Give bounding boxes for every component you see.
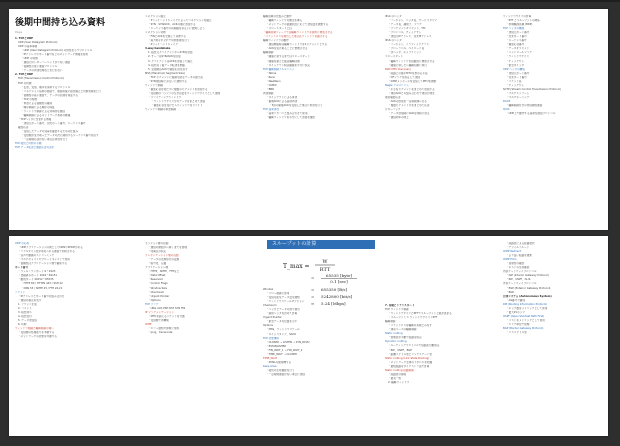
text-line: UDP (User Datagram Protocol): [18, 41, 58, 45]
text-line: ・受信側のバッファの空き容量をウィンドウサイズとして通知: [148, 91, 221, 95]
text-line: OSPF (Open Shortest Path First): [503, 314, 545, 318]
text-line: ・輻輳ウィンドウを指数的に増加させる: [388, 59, 435, 63]
formula-numerator: W: [322, 259, 328, 265]
text-line: QUIC: [503, 108, 510, 112]
text-line: ・DFフラグを設定して送信: [388, 75, 421, 79]
formula-line-3-eq: =: [311, 294, 315, 299]
text-line: 2. バインド: [18, 306, 32, 310]
text-line: 4. 接続受付: [18, 314, 32, 318]
text-line: ・確認応答を待たずに複数のセグメントを送信する: [148, 87, 208, 91]
text-line: ・送信元ポート番号: [506, 31, 530, 35]
text-line: ・送信元ポート番号: [506, 71, 530, 75]
text-line: ・MTUを超えるパケットを分割: [148, 314, 185, 318]
text-line: ・暗号化、圧縮: [148, 262, 167, 266]
text-line: ウィンドウ制御: [145, 83, 164, 87]
text-line: ・パケットロスを検出した場合はウィンドウを縮小する: [263, 35, 328, 39]
section-heading: 3-way handshake: [145, 47, 171, 51]
text-line: Static routing (Link State Routing): [385, 356, 430, 360]
text-line: Urgent Pointer: [263, 316, 282, 320]
text-line: ・重複ACKによる高速再送: [266, 99, 298, 103]
text-line: ICMP Redirect: [503, 250, 521, 254]
formula-line-1-num: 65535 [byte]: [326, 273, 352, 278]
text-line: ・AS番号で識別: [506, 298, 525, 302]
text-line: ・Reno: [266, 75, 276, 79]
text-line: ・経路上の最小MTUを求める手法: [388, 71, 428, 75]
text-line: ・一定時間通信がない場合に送信: [266, 372, 305, 376]
text-line: ・NewReno: [266, 79, 281, 83]
text-line: ・タイムアウトによる再送: [266, 95, 298, 99]
text-line: ・CLOSED → LISTEN → SYN_RCVD: [266, 340, 310, 344]
text-line: ・RIP、OSPF、IS-IS: [506, 278, 531, 282]
text-line: ・ACKを受け取るごとに倍増させる: [266, 47, 308, 51]
text-line: IPv4 のヘッダ: [385, 15, 402, 18]
text-block: [503, 15, 604, 116]
text-line: ICMP: [145, 322, 152, 326]
text-line: ・送信元IPアドレス、宛先IPアドレス: [388, 35, 432, 39]
text-line: ・スライディングウィンドウ: [148, 95, 182, 99]
text-line: ・通信の端点を表す: [18, 298, 42, 302]
page-1-column-2: [139, 9, 257, 230]
section-heading: 自律システム (Autonomous System): [503, 294, 552, 298]
text-line: 5. データ送受信: [18, 318, 37, 322]
text-line: ・順序制御による順序の保証: [21, 105, 55, 109]
text-line: ・BBR: [266, 87, 274, 91]
text-line: DCCP: [503, 99, 511, 103]
text-line: ・UDPアプリケーションの例としてDNSやDHCPがある: [18, 246, 83, 250]
text-line: TCP 輻輳制御アルゴリズム: [263, 67, 295, 71]
page-1-column-4: [379, 9, 497, 230]
text-line: ・動的ポート 49152〜65535: [18, 278, 54, 282]
text-line: ・ウィンドウサイズ分のデータをまとめて送信: [151, 99, 206, 103]
text-line: ・確認応答番号: [506, 43, 525, 47]
text-line: ・フロー制御に使用: [266, 292, 290, 296]
text-line: ・送信元ポート番号、宛先ポート番号、シーケンス番号: [21, 121, 86, 125]
formula-line-1-den: 0.1 [sec]: [330, 279, 348, 284]
text-line: コネクション切断: [145, 31, 166, 35]
text-line: ・信頼性の高い通信で、データの到達を保証する: [21, 93, 79, 97]
text-line: ・輻輳回避フェーズでは輻輳ウィンドウを線形に増加させる: [263, 31, 333, 35]
formula-line-4: 5.24 [Mbps]: [321, 301, 346, 306]
text-line: Static routing 経路制御: [385, 368, 414, 372]
text-line: ウィンドウサイズの計算: [503, 15, 532, 18]
text-line: ・登録済みポート 1024〜49151: [18, 274, 58, 278]
text-line: ・遅延ACKとの組み合わせで遅延が発生: [388, 91, 435, 95]
text-line: ・同期点の設定: [148, 250, 167, 254]
text-line: ・受信側で再構築: [148, 318, 169, 322]
text-line: ・EGP (Exterior Gateway Protocol): [506, 286, 551, 290]
text-line: 輻輳制御: [385, 320, 396, 324]
text-line: ・SYN送信時にお互いに通知する: [148, 79, 187, 83]
text-line: 3. 接続待ち: [18, 310, 32, 314]
text-line: ・パケットロスを輻輳の兆候とみなす: [388, 324, 432, 328]
text-line: ・HTTP 80 / HTTPS 443 / SSH 22: [21, 282, 63, 286]
text-line: Options: [263, 324, 274, 328]
text-line: ・タイムアウト時は閾値を半分に設定: [266, 63, 311, 67]
text-line: TCP 状態遷移: [263, 336, 280, 340]
text-line: ・IPアドレスとポート番号の組み合わせ: [18, 294, 65, 298]
text-line: TCP データ転送と確認応答の流れ: [15, 146, 55, 150]
text-line: ・管理者が手動で経路を設定: [388, 336, 422, 340]
text-line: ・ヘッダとデータの誤り検出: [266, 308, 300, 312]
formula-line-1-eq: =: [311, 275, 315, 280]
text-line: UDP の基本事項: [18, 45, 38, 49]
text-line: ・3回の重複ACKを受信した場合に再送を行う: [269, 104, 323, 108]
section-heading: 7. 帯域とトランスポート: [385, 304, 415, 307]
text-line: TCP 高速再送: [263, 108, 280, 112]
document-page-2[interactable]: [9, 236, 608, 436]
text-line: ・Options: [148, 298, 161, 302]
text-line: TCP フラグ: [145, 302, 159, 306]
text-line: ・Control Flags: [148, 282, 168, 286]
text-line: 外部ゲートウェイプロトコル: [503, 282, 537, 286]
text-line: SCTP (Stream Control Transmission Protocol): [503, 87, 561, 91]
text-line: ・ネットワーク全体のトポロジを把握: [388, 360, 433, 364]
text-line: セッション層の役割: [145, 242, 169, 245]
text-line: ・Window Size: [148, 286, 167, 290]
text-line: ・受信側が受け取ったデータの次に期待するシーケンス番号を返す: [21, 134, 99, 138]
text-line: ・データ送信時にACKを同時に送る: [388, 112, 430, 116]
text-line: RIP (Routing Information Protocol): [503, 302, 548, 306]
text-line: ・UDP (User Datagram Protocol) の特性をもつプロトコル: [21, 49, 93, 53]
text-line: ・コネクション指向の通信で、通信前後に接続確立と切断処理を行う: [21, 89, 102, 93]
text-line: ・複数セグメント分をまとめて応答: [388, 104, 430, 108]
text-line: ・帯域幅遅延積 (BDP): [506, 23, 533, 27]
section-banner: スループットの計算: [267, 240, 375, 249]
text-line: アプリケーション層: [145, 266, 169, 270]
text-line: ウィンドウ制御と輻輳制御の違い: [15, 326, 54, 330]
text-line: ・マルチストリーム: [506, 91, 530, 95]
text-line: ・閾値に達するまではスロースタート: [266, 55, 310, 59]
text-block: [385, 304, 493, 385]
text-line: ・信頼性はアプリケーション層で確保する: [18, 262, 68, 266]
text-line: ・ホップ数をメトリックとして使用: [506, 306, 548, 310]
text-line: Nagle アルゴリズム: [385, 83, 409, 87]
text-block: [385, 15, 493, 120]
text-line: ・TCP の特徴: [21, 97, 38, 101]
text-line: ・FIN_WAIT_1 → FIN_WAIT_2: [266, 348, 303, 352]
text-line: ・FINとACKを交換して切断する: [148, 35, 186, 39]
text-line: 1. ソケット生成: [18, 302, 37, 306]
text-line: ・輻輳制御によるネットワーク負荷の軽減: [21, 113, 71, 117]
text-line: ・BGP: [506, 290, 514, 294]
text-line: ・チェックサム: [506, 59, 524, 63]
text-line: UDP の応用: [15, 242, 30, 245]
text-line: ・Data Offset: [148, 274, 166, 278]
page-2-column-5: [497, 236, 608, 436]
text-line: Static routing: [385, 332, 403, 336]
text-line: 再送制御: [263, 91, 274, 95]
text-line: BGP (Border Gateway Protocol): [503, 326, 544, 330]
text-line: ・UDP の特徴: [21, 57, 38, 61]
text-line: 輻輳回避の仕組みと動作: [263, 15, 292, 18]
text-line: ・経路表による経路選択: [506, 242, 535, 245]
text-line: ・Tahoe: [266, 71, 277, 75]
text-line: ・データオフセット: [506, 47, 530, 51]
text-line: ・通信開始時は輻輳ウィンドウを1セグメントとする: [266, 43, 328, 47]
text-line: ・ウィンドウサイズ: [506, 55, 529, 59]
text-line: 6. 切断: [18, 322, 27, 326]
text-line: ・閾値に達したら輻輳回避に移行: [388, 63, 427, 67]
text-line: ・2MSLの間待機する: [266, 360, 292, 364]
text-line: ・TCPヘッダに含まれる情報: [18, 117, 52, 121]
section-heading: 1. TCPとUDP: [15, 37, 34, 40]
text-line: プレゼンテーション層の役割: [145, 254, 179, 258]
text-line: ・緊急データの位置を示す: [266, 320, 298, 324]
text-line: ・IGP (Interior Gateway Protocol): [506, 274, 549, 278]
text-line: ・TIME_WAIT → CLOSED: [266, 352, 297, 356]
text-line: ・遅延ベースの輻輳制御: [388, 328, 417, 332]
text-line: ・輻輳ウィンドウを半分にして送信を継続: [266, 116, 316, 120]
text-line: ・ICMPメッセージを受信してMTUを調整: [388, 79, 437, 83]
text-line: ・信頼性の低い通信プロトコル: [21, 65, 58, 69]
text-line: ・バージョン、ヘッダ長、サービスタイプ: [388, 19, 437, 23]
text-line: ・高速リカバリと組み合わせて使用: [266, 112, 308, 116]
text-line: ICMP Echo: [503, 258, 517, 262]
text-line: ・RIP、OSPF、BGP: [388, 348, 412, 352]
text-line: ・CUBIC: [266, 83, 277, 87]
text-line: 2. サーバはSYN/ACKを返信: [148, 55, 181, 59]
text-line: TCP ウィンドウ制御: [385, 308, 409, 312]
text-line: ・ウィンドウスケールオプション: [266, 300, 305, 304]
text-line: ソケット: [15, 290, 26, 294]
text-line: ・ネットワークの状態を考慮する: [18, 335, 57, 339]
formula-svg: [281, 252, 375, 308]
document-page-1[interactable]: [9, 9, 608, 230]
text-line: ・デフォルトルート: [506, 246, 530, 250]
text-line: TCP 接続と切断の手順: [15, 142, 42, 146]
text-line: ・マルチホーミング: [506, 95, 530, 99]
text-line: ・再送による信頼性の確保: [21, 101, 53, 105]
text-line: ・より良い経路を通知: [506, 254, 532, 258]
text-block: [145, 15, 253, 112]
text-line: ・接続の生存確認を行う: [266, 368, 295, 372]
text-line: ・ウィンドウ制御による効率的な通信: [21, 109, 65, 113]
text-line: 3. クライアントはACKを送信して確立: [148, 59, 193, 63]
text-line: ・ウェルノウンポート 0〜1023: [18, 270, 56, 274]
text-line: TIME_WAIT: [263, 356, 278, 360]
document-title: 後期中間持ち込み資料: [15, 18, 106, 28]
text-line: ・ACKの送信を一定時間遅らせる: [388, 99, 427, 103]
text-line: ・4ウェイハンドシェイク: [148, 43, 178, 47]
text-line: 2. 輻輳ウィンドウ: [388, 380, 410, 384]
text-line: ・ネットワークの混雑状況に応じて送信量を調整する: [266, 23, 329, 27]
text-line: 輻輳ウィンドウの動作: [263, 39, 289, 43]
text-line: ピギーバック: [385, 108, 401, 112]
page-1-column-5: [497, 9, 608, 230]
text-line: ・RTT とスループットの関係: [506, 19, 540, 23]
text-line: ・疑似ヘッダを含めて計算: [266, 312, 298, 316]
text-line: ・最短経路をダイクストラ法で計算: [388, 364, 430, 368]
text-block: [145, 242, 253, 335]
text-line: ・IPアドレスやポート番号などのネットワーク情報を使用: [21, 53, 89, 57]
formula-denominator: RTT: [319, 267, 331, 273]
text-line: ・Urgent Pointer: [148, 294, 170, 298]
text-line: ・チェックサム: [506, 83, 524, 87]
text-line: ・HTTP、SMTP、FTPなど: [148, 270, 180, 274]
text-line: 1. 接続元クライアントからSYNを送信: [148, 51, 193, 55]
text-line: ・ホストの生存確認: [506, 266, 530, 270]
text-line: 遅延確認応答: [385, 95, 401, 99]
text-line: ・両方向それぞれで切断処理を行う: [148, 39, 190, 43]
text-line: ・一定時間応答がない場合は再送を行う: [21, 138, 68, 142]
text-line: ・UDP上で動作する高速な通信プロトコル: [506, 112, 556, 116]
formula-line-3: 5242800 [bit/s]: [321, 294, 353, 299]
text-line: Path MTU Discovery: [385, 67, 411, 71]
text-line: 内部ゲートウェイプロトコル: [503, 270, 537, 274]
text-line: ・シーケンス番号: [506, 39, 527, 43]
text-line: ・スループット = ウィンドウサイズ / RTT: [388, 316, 438, 320]
section-heading: 2. TCPとUDP: [15, 73, 34, 77]
text-line: ・最長一致: [388, 376, 401, 380]
page-1-column-3: [257, 9, 379, 230]
text-line: IP フラグメンテーション: [145, 310, 174, 314]
text-line: ・バージョン、トラフィッククラス: [388, 43, 429, 47]
text-line: TCP ヘッダの構成: [503, 27, 525, 31]
text-line: ・緊急ポインタ: [506, 63, 525, 67]
formula-line-4-eq: ≈: [311, 301, 315, 306]
text-line: コネクション確立: [145, 15, 166, 18]
text-line: ・タイムスタンプ、SACK: [266, 332, 297, 336]
text-line: ・パケット長: [506, 79, 522, 83]
text-line: ・データの表現形式の変換: [148, 258, 180, 262]
text-line: ・距離ベクトル型とリンクステート型: [388, 352, 432, 356]
text-line: ・到達性の確認: [506, 262, 525, 266]
text-line: ・プロトコル、チェックサム: [388, 31, 422, 35]
text-line: ・宛先ポート番号: [506, 35, 527, 39]
text-line: ・次ヘッダ、ホップリミット: [388, 51, 422, 55]
text-line: ・コントロールフラグ: [506, 51, 532, 55]
text-line: ・コストをメトリックとして使用: [506, 318, 545, 322]
text-line: ・ping、traceroute: [148, 331, 173, 335]
text-line: Checksum: [263, 304, 277, 308]
text-line: ・データの再送処理などを行わない: [21, 69, 63, 73]
text-line: 輻輳制御: [263, 51, 274, 55]
throughput-formula: [281, 252, 375, 308]
text-line: ・フローラベル、ペイロード長: [388, 47, 425, 51]
text-line: ・通信に伴いオーバーヘッドが少ない通信: [21, 61, 71, 65]
text-line: Keep Alive: [263, 364, 277, 368]
text-line: ・DNS 53 / SMTP 25 / FTP 20,21: [21, 286, 63, 290]
text-line: ・輻輳制御付きの非信頼性通信: [506, 104, 543, 108]
text-line: ・エラー通知や診断に使用: [148, 326, 180, 330]
text-line: UDP ヘッダの構成: [503, 67, 525, 71]
text-line: Window: [263, 288, 274, 291]
text-block: [263, 15, 375, 120]
text-block: [15, 242, 135, 339]
text-line: 5. 受信側はACKで確認応答を返す: [148, 67, 188, 71]
text-line: ・Checksum: [148, 290, 165, 294]
text-line: TCP (Transmission Control Protocol): [18, 77, 64, 81]
text-line: ・ESTABLISHED: [266, 344, 287, 348]
text-line: ・フラグメントオフセット、TTL: [388, 27, 426, 31]
text-line: ・3ウェイハンドシェイクによってコネクションを確立: [148, 19, 212, 23]
text-block: [503, 242, 604, 335]
text-line: IPv6 のヘッダ: [385, 39, 402, 43]
text-line: MSS (Maximum Segment Size): [145, 71, 185, 75]
text-line: Dynamic routing: [385, 340, 407, 344]
text-line: ・受信側の処理能力を考慮する: [18, 331, 55, 335]
text-line: ・通信効率の向上: [388, 116, 409, 120]
text-line: ・パスベクトル型: [506, 331, 527, 335]
text-line: ・リアルタイム性が求められる通信で利用される: [18, 250, 75, 254]
page-1-column-1: [9, 9, 139, 230]
document-subtitle: Page: [15, 30, 23, 34]
text-line: ・伝送、受信、順序を保持するプロトコル: [21, 85, 71, 89]
text-line: スロースタート: [385, 55, 404, 59]
text-line: ・TCP セグメントに格納可能なデータの最大長: [148, 75, 203, 79]
text-line: ・小さなセグメントをまとめて送信する: [388, 87, 435, 91]
text-line: ・スロースタートとは: [266, 27, 292, 31]
text-line: ・URG ACK PSH RST SYN FIN: [148, 306, 186, 310]
text-line: ・ウィンドウサイズとRTTでスループット上限が決まる: [388, 312, 452, 316]
text-line: ・ルーティングプロトコルで経路を自動設定: [388, 344, 440, 348]
text-line: ・シーケンス番号の初期値をお互いに通知し合う: [148, 27, 205, 31]
formula-line-2: 655350 [B/s]: [321, 287, 348, 292]
text-line: ・音声や動画のストリーミング: [18, 254, 55, 258]
text-line: ・データ長、識別子、フラグ: [388, 23, 422, 27]
viewer-top-edge: [0, 0, 620, 2]
text-line: ・MSS、ウィンドウスケール: [266, 328, 300, 332]
text-line: ・受信可能なデータ量を通知: [266, 296, 300, 300]
text-line: ・宛先ポート番号: [506, 75, 527, 79]
text-line: ・受信したデータの到着を確認するための仕組み: [21, 130, 79, 134]
page-2-column-4: [379, 236, 497, 436]
page-2-column-2: [139, 236, 257, 436]
text-line: ・SYN、SYN/ACK、ACKの順に送信する: [148, 23, 196, 27]
text-line: ・確認応答を受けたらウィンドウをスライド: [151, 104, 203, 108]
text-line: ウィンドウ制御の再送制御: [145, 108, 176, 112]
text-line: 確認応答: [18, 126, 29, 130]
text-line: ・経路表の参照: [388, 372, 407, 376]
text-line: ・最大15ホップ: [506, 310, 525, 314]
text-line: ・通信の開始から終了までを管理: [148, 246, 187, 250]
text-line: ・マルチキャストやブロードキャストで使用: [18, 258, 70, 262]
formula-lhs: T_max =: [283, 263, 310, 270]
text-line: TCP の特徴: [18, 81, 32, 85]
text-line: 4. 接続完了後データ転送を開始: [148, 63, 186, 67]
text-block: [15, 37, 135, 150]
text-line: ・輻輳ウィンドウの概念を導入: [266, 19, 303, 23]
text-line: ・エリア単位で管理: [506, 322, 530, 326]
text-line: ・Reserved: [148, 278, 163, 282]
formula-line-2-eq: =: [311, 287, 315, 292]
text-line: ・閾値を超えた後は輻輳回避: [266, 59, 300, 63]
page-2-column-1: [9, 236, 139, 436]
section-heading: ポート番号: [15, 266, 28, 270]
